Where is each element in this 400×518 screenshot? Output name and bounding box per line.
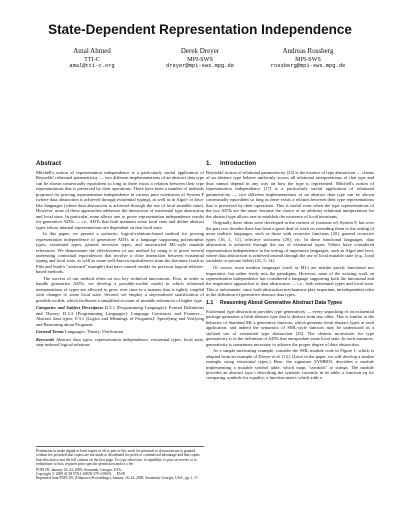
terms-label: General Terms	[36, 329, 64, 335]
author-list	[38, 47, 362, 71]
keywords-label: Keywords	[36, 336, 55, 342]
copyright-line: Copyright © 2009 ACM 978-1-60558-379-2/09/01. . . $5.00	[36, 472, 126, 477]
subsection-number: 1.1	[206, 299, 214, 306]
body-paragraph: Of course, most modern languages (such as ML) are neither purely functional nor imperative, but rather freely mix the paradigms. However, none of the existing work on representation independence has considered a language supporting both the functional and the imperative approaches to data abstraction — i.e., both existential types and local state. This is unfortunate, since both abstraction mechanisms play important, interdependent roles in the definition of generative abstract data types.	[206, 265, 374, 298]
venue-line: POPL'09, January 18–24, 2009, Savannah, Georgia, USA.	[36, 467, 123, 472]
author-email: dreyer@mpi-sws.mpg.de	[166, 63, 234, 70]
author-email: rossberg@mpi-sws.mpg.de	[270, 63, 346, 70]
abstract-heading: Abstract	[36, 160, 62, 167]
author-block	[254, 47, 362, 71]
author-email: amal@tti-c.org	[69, 63, 115, 70]
categories-label: Categories and Subject Descriptors	[36, 305, 104, 311]
section-number: 1.	[206, 160, 212, 167]
author-name: Derek Dreyer	[180, 47, 220, 55]
left-column	[36, 160, 204, 349]
categories	[36, 305, 204, 327]
subsection-title: Reasoning About Generative Abstract Data Types	[220, 299, 343, 306]
body-paragraph: Existential type abstraction provides type generativity — every unpacking of an existential package generates a fresh abstract type that is distinct from any other. This is similar to the behavior of Standard ML's generative functors, which generate fresh abstract types at each application, and indeed the semantics of SML-style functors may be understood as a stylized use of existential type abstraction [25]. The clearest motivation for type generativity is in the definition of ADTs that encapsulate some local state. In such instances, generativity is sometimes necessary to achieve the proper degree of data abstraction.	[206, 308, 374, 347]
subsection-heading	[206, 300, 374, 307]
categories-text: D.3.1 [Programming Languages]: Formal Definitions and Theory; D.3.3 [Programming Languages]: Language Constructs and Features—Abstract data types; F.3.1 [Logics and Meanings of Programs]: Specifying and Verifying and Reasoning about Programs	[36, 305, 204, 327]
author-name: Amal Ahmed	[73, 47, 111, 55]
paper-title: State-Dependent Representation Independence	[48, 22, 352, 37]
abstract-paragraph: Mitchell's notion of representation independence is a particularly useful application of Reynolds' relational parametricity — two different implementations of an abstract data type can be shown contextually equivalent so long as there exists a relation between their type representations that is preserved by their operations. There have been a number of methods proposed for proving representation independence in various pure extensions of System F (where data abstraction is achieved through existential typing), as well as in Algol- or Java-like languages (where data abstraction is achieved through the use of local mutable state). However, none of these approaches addresses the interaction of existential type abstraction and local state. In particular, none allows one to prove representation independence results for generative ADTs — i.e., ADTs that both maintain some local state and define abstract types whose internal representations are dependent on that local state.	[36, 170, 204, 230]
body-paragraph: As a simple motivating example, consider the SML module code in Figure 1, which is adapted from an example of Dreyer et al. [12]. (Later in the paper, we will develop a similar example using existential types.) Here, the signature SYMBOL describes a module implementing a mutable symbol table, which maps "symbols" to strings. The module provides an abstract type t describing the symbols currently in its table; a function eq for comparing symbols for equality; a function insert, which adds a	[206, 348, 374, 381]
abstract-paragraph: In this paper, we present a syntactic, logical-relations-based method for proving representation independence of generative ADTs in a language supporting polymorphic types, existential types, general recursive types, and unrestricted ML-style mutable references. We demonstrate the effectiveness of our method by using it to prove several interesting contextual equivalences that involve a close interaction between existential typing and local state, as well as some well-known equivalences from the literature (such as Pitts and Stark's "awkward" example) that have caused trouble for previous logical-relation-based methods.	[36, 231, 204, 275]
author-block	[38, 47, 146, 71]
keywords	[36, 337, 204, 348]
body-paragraph: Reynolds' notion of relational parametricity [23] is the essence of type abstraction — clients of an abstract type behave uniformly across all relational interpretations of that type and thus cannot depend in any way on how the type is represented. Mitchell's notion of representation independence [17] is a particularly useful application of relational parametricity — two different implementations of an abstract data type can be shown contextually equivalent so long as there exists a relation between their type representations that is preserved by their operations. This is useful even when the type representations of the two ADTs are the same, because the choice of an arbitrary relational interpretation for the abstract type allows one to establish the existence of local invariants.	[206, 170, 374, 219]
copyright-footnote	[36, 446, 204, 481]
keywords-text: Abstract data types, representation independence, existential types, local state, step-indexed logical relations	[36, 336, 204, 347]
abstract-paragraph: The success of our method relies on two key technical innovations. First, in order to handle generative ADTs, we develop a possible-worlds model in which relational interpretations of types are allowed to grow over time in a manner that is tightly coupled with changes to some local state. Second, we employ a step-indexed stratification of possible worlds, which facilitates a simplified account of mutable references of higher type.	[36, 275, 204, 303]
right-column	[206, 160, 374, 382]
author-affiliation: MPI-SWS	[295, 56, 321, 63]
reprint-line: Reprinted from POPL'09, [Unknown Proceedings], January 18–24, 2009, Savannah, Georgia, USA., pp. 1–??.	[36, 476, 199, 481]
author-block	[146, 47, 254, 71]
body-paragraph: Originally these ideas were developed in the context of (variants of) System F, but over the past two decades there has been a great deal of work on extending them to the setting of more realistic languages, such as those with recursive functions [20], general recursive types [16, 1, 11], selective strictness [29], etc. In these functional languages, data abstraction is achieved through the use of existential types. Others have considered representation independence in the setting of imperative languages, such as Algol and Java, where data abstraction is achieved instead through the use of local mutable state (e.g., local variables or private fields) [21, 5, 14].	[206, 220, 374, 264]
author-name: Andreas Rossberg	[282, 47, 334, 55]
permission-notice: Permission to make digital or hard copies of all or part of this work for personal or classroom use is granted without fee provided that copies are not made or distributed for profit or commercial advantage and that copies bear this notice and the full citation on the first page. To copy otherwise, to republish, to post on servers or to redistribute to lists, requires prior specific permission and/or a fee.	[36, 449, 200, 467]
author-affiliation: TTI-C	[84, 56, 100, 63]
section-title: Introduction	[220, 160, 257, 167]
introduction-heading	[206, 160, 374, 168]
author-affiliation: MPI-SWS	[187, 56, 213, 63]
general-terms	[36, 329, 204, 334]
terms-text: Languages, Theory, Verification	[64, 329, 124, 335]
